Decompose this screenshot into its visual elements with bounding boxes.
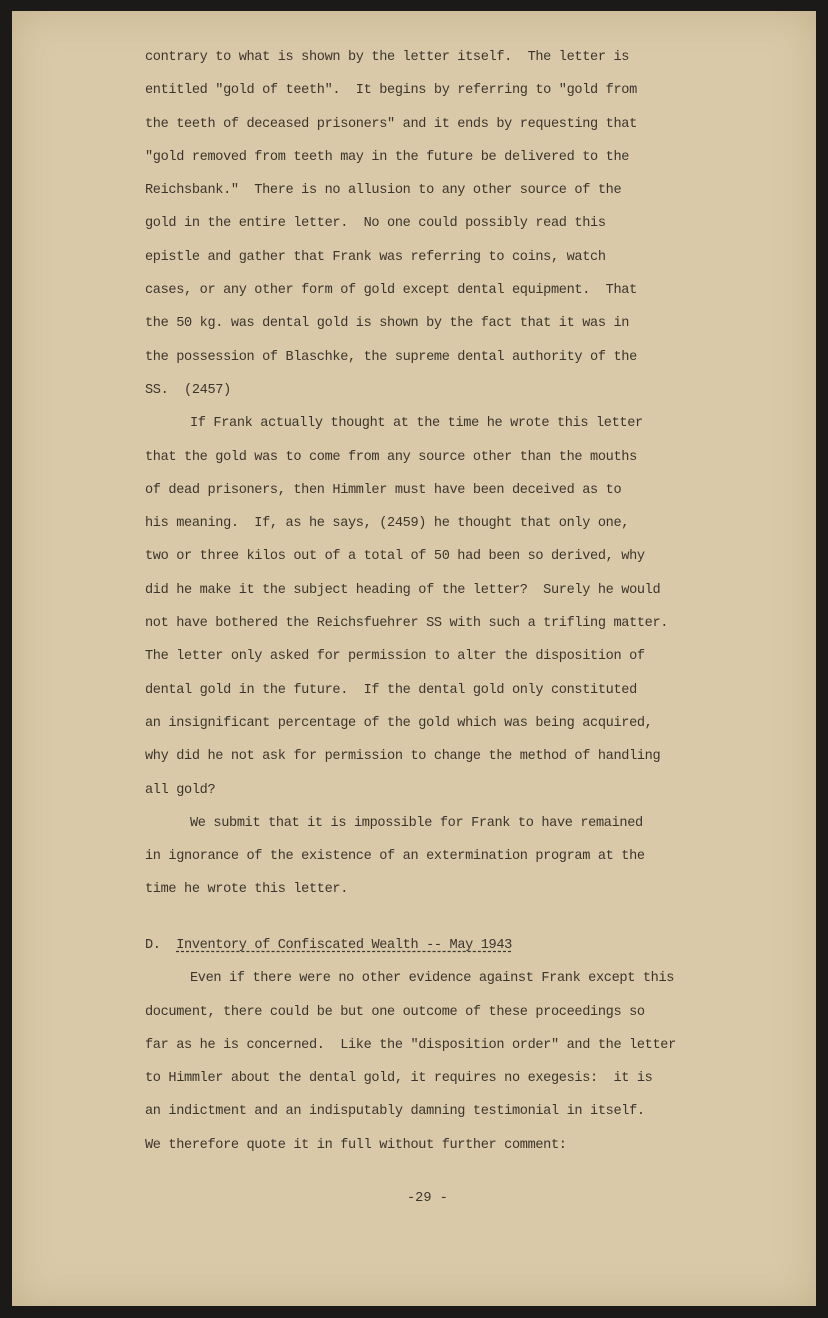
text-line: cases, or any other form of gold except dental equipment. That bbox=[145, 283, 637, 299]
text-line: dental gold in the future. If the dental gold only constituted bbox=[145, 682, 637, 698]
text-line: We therefore quote it in full without further comment: bbox=[145, 1137, 567, 1153]
text-line: We submit that it is impossible for Frank to have remained bbox=[190, 815, 643, 831]
text-line: entitled "gold of teeth". It begins by referring to "gold from bbox=[145, 83, 637, 99]
text-line: epistle and gather that Frank was referring to coins, watch bbox=[145, 249, 606, 265]
section-label: D. bbox=[145, 938, 161, 953]
text-line: "gold removed from teeth may in the future be delivered to the bbox=[145, 149, 630, 165]
text-line: contrary to what is shown by the letter itself. The letter is bbox=[145, 50, 630, 65]
text-line: the teeth of deceased prisoners" and it ends by requesting that bbox=[145, 116, 637, 132]
text-line: in ignorance of the existence of an extermination program at the bbox=[145, 849, 645, 865]
text-line: not have bothered the Reichsfuehrer SS with such a trifling matter. bbox=[145, 616, 669, 632]
text-line: Reichsbank." There is no allusion to any other source of the bbox=[145, 183, 622, 199]
text-line: The letter only asked for permission to alter the disposition of bbox=[145, 649, 645, 665]
body-text bbox=[145, 41, 785, 907]
text-line: Even if there were no other evidence against Frank except this bbox=[190, 971, 675, 987]
text-line: time he wrote this letter. bbox=[145, 882, 348, 898]
text-line: far as he is concerned. Like the "disposition order" and the letter bbox=[145, 1037, 676, 1053]
section-title: Inventory of Confiscated Wealth -- May 1943 bbox=[176, 938, 512, 953]
text-line: an indictment and an indisputably damning testimonial in itself. bbox=[145, 1104, 645, 1120]
document-page bbox=[12, 11, 816, 1306]
text-line: that the gold was to come from any source other than the mouths bbox=[145, 449, 637, 465]
text-line: to Himmler about the dental gold, it requires no exegesis: it is bbox=[145, 1071, 653, 1087]
section-heading bbox=[145, 929, 785, 962]
text-line: If Frank actually thought at the time he wrote this letter bbox=[190, 416, 643, 432]
text-line: document, there could be but one outcome of these proceedings so bbox=[145, 1004, 645, 1020]
text-line: of dead prisoners, then Himmler must have been deceived as to bbox=[145, 482, 622, 498]
text-line: did he make it the subject heading of the letter? Surely he would bbox=[145, 582, 661, 598]
page-number: -29 - bbox=[407, 1191, 448, 1206]
text-line: gold in the entire letter. No one could possibly read this bbox=[145, 216, 606, 232]
text-line: why did he not ask for permission to change the method of handling bbox=[145, 749, 661, 765]
text-line: SS. (2457) bbox=[145, 382, 231, 398]
text-line: two or three kilos out of a total of 50 had been so derived, why bbox=[145, 549, 645, 565]
section-d bbox=[145, 929, 785, 1162]
text-line: his meaning. If, as he says, (2459) he thought that only one, bbox=[145, 516, 630, 532]
text-line: the 50 kg. was dental gold is shown by the fact that it was in bbox=[145, 316, 630, 332]
text-line: the possession of Blaschke, the supreme dental authority of the bbox=[145, 349, 637, 365]
text-line: all gold? bbox=[145, 782, 216, 798]
text-line: an insignificant percentage of the gold which was being acquired, bbox=[145, 715, 653, 731]
